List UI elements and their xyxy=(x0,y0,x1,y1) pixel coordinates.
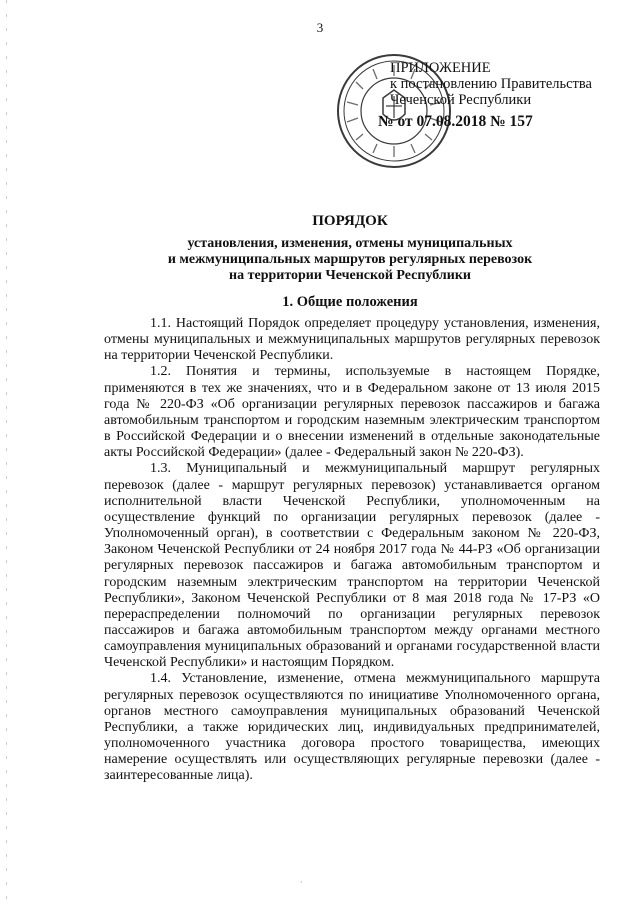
subtitle-line: на территории Чеченской Республики xyxy=(229,268,471,283)
document-subtitle xyxy=(100,236,600,284)
section-heading: 1. Общие положения xyxy=(282,294,418,310)
appendix-government: Чеченской Республики xyxy=(390,92,532,108)
appendix-resolution-ref: к постановлению Правительства xyxy=(390,76,592,92)
appendix-heading: ПРИЛОЖЕНИЕ xyxy=(390,60,491,76)
scan-speck: · xyxy=(300,878,303,887)
subtitle-line: установления, изменения, отмены муниципальных xyxy=(187,236,513,251)
paragraph-1-3: 1.3. Муниципальный и межмуниципальный маршрут регулярных перевозок (далее - маршрут регулярных перевозок) устанавливается органом исполнительной власти Чеченской Республики, уполномоченным на осуществление функций по организации регулярных перевозок (далее - Уполномоченный орган), в соответствии с Федеральным законом № 220-ФЗ, Законом Чеченской Республики от 24 ноября 2017 года № 44-РЗ «Об организации регулярных перевозок пассажиров и багажа автомобильным транспортом и городским наземным электрическим транспортом на территории Чеченской Республики», Законом Чеченской Республики от 8 мая 2018 года № 17-РЗ «О перераспределении полномочий по организации регулярных перевозок пассажиров и багажа автомобильным транспортом между органами местного самоуправления муниципальных образований и органами государственной власти Чеченской Республики» и настоящим Порядком. xyxy=(104,461,600,671)
appendix-date-number: № от 07.08.2018 № 157 xyxy=(378,113,533,130)
document-body xyxy=(104,316,600,785)
paragraph-1-1: 1.1. Настоящий Порядок определяет процедуру установления, изменения, отмены муниципальных и межмуниципальных маршрутов регулярных перевозок на территории Чеченской Республики. xyxy=(104,316,600,364)
scan-edge-marks xyxy=(6,0,7,905)
document-title: ПОРЯДОК xyxy=(312,213,388,229)
paragraph-1-4: 1.4. Установление, изменение, отмена межмуниципального маршрута регулярных перевозок осуществляются по инициативе Уполномоченного органа, органов местного самоуправления муниципальных образований Чеченской Республики, а также юридических лиц, индивидуальных предпринимателей, уполномоченного участника договора простого товарищества, имеющих намерение осуществлять или осуществляющих регулярные перевозки (далее - заинтересованные лица). xyxy=(104,671,600,784)
paragraph-1-2: 1.2. Понятия и термины, используемые в настоящем Порядке, применяются в тех же значениях, что и в Федеральном законе от 13 июля 2015 года № 220-ФЗ «Об организации регулярных перевозок пассажиров и багажа автомобильным транспортом и городским наземным электрическим транспортом в Российской Федерации и о внесении изменений в отдельные законодательные акты Российской Федерации» (далее - Федеральный закон № 220-ФЗ). xyxy=(104,364,600,461)
subtitle-line: и межмуниципальных маршрутов регулярных перевозок xyxy=(167,252,533,267)
appendix-block xyxy=(378,60,592,130)
page-number: 3 xyxy=(316,20,324,35)
